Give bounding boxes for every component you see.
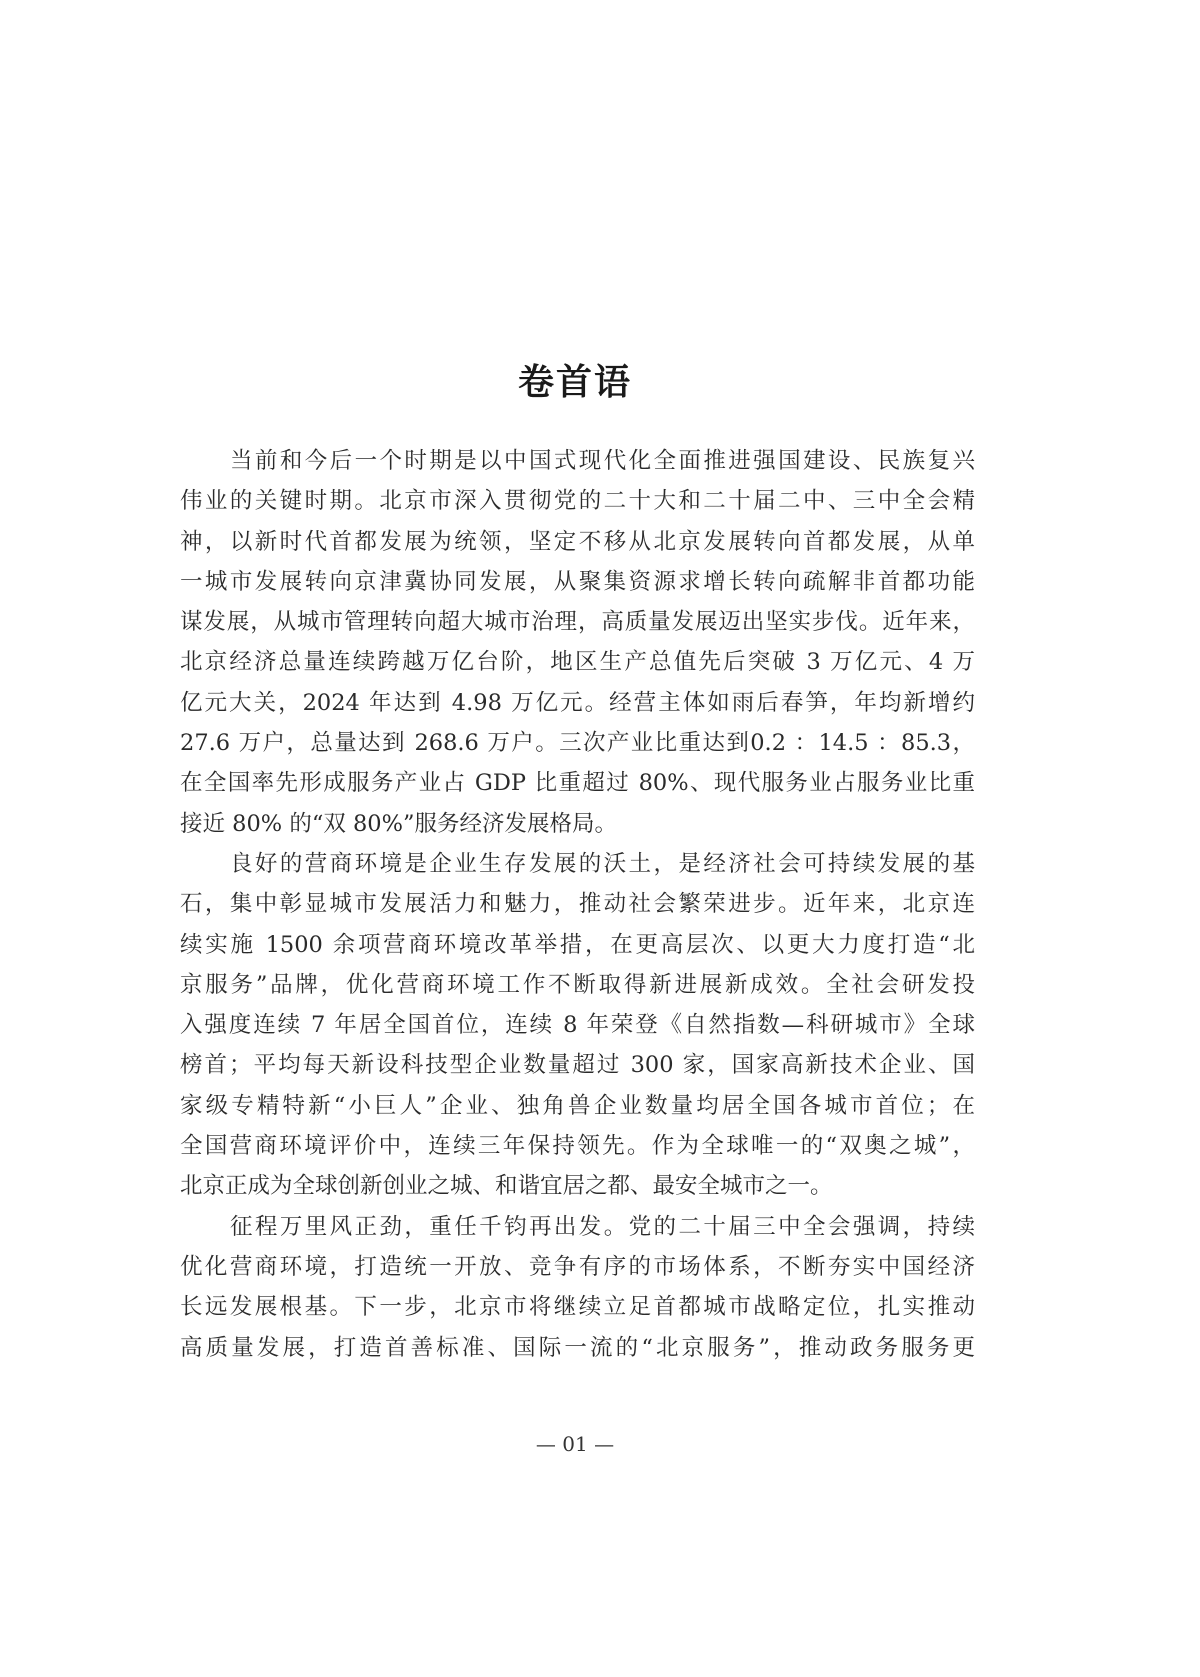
text-line: 全国营商环境评价中，连续三年保持领先。作为全球唯一的“双奥之城”，: [180, 1133, 975, 1160]
text-line: 京服务”品牌，优化营商环境工作不断取得新进展新成效。全社会研发投: [180, 971, 975, 998]
text-line: 征程万里风正劲，重任千钧再出发。党的二十届三中全会强调，持续: [230, 1213, 975, 1240]
text-line: 接近 80% 的“双 80%”服务经济发展格局。: [180, 810, 617, 837]
paragraph: [180, 1207, 975, 1368]
paragraph: [180, 844, 975, 1207]
text-line: 良好的营商环境是企业生存发展的沃土，是经济社会可持续发展的基: [230, 850, 975, 877]
text-line: 高质量发展，打造首善标准、国际一流的“北京服务”，推动政务服务更: [180, 1334, 975, 1361]
text-line: 石，集中彰显城市发展活力和魅力，推动社会繁荣进步。近年来，北京连: [180, 891, 975, 918]
text-line: 北京正成为全球创新创业之城、和谐宜居之都、最安全城市之一。: [180, 1173, 833, 1200]
text-line: 续实施 1500 余项营商环境改革举措，在更高层次、以更大力度打造“北: [180, 931, 975, 958]
text-line: 优化营商环境，打造统一开放、竞争有序的市场体系，不断夯实中国经济: [180, 1253, 975, 1280]
text-line: 一城市发展转向京津冀协同发展，从聚集资源求增长转向疏解非首都功能: [180, 568, 975, 595]
page-title: 卷首语: [517, 361, 632, 404]
text-line: 伟业的关键时期。北京市深入贯彻党的二十大和二十届二中、三中全会精: [180, 488, 975, 515]
text-line: 入强度连续 7 年居全国首位，连续 8 年荣登《自然指数—科研城市》全球: [180, 1012, 975, 1039]
text-line: 神，以新时代首都发展为统领，坚定不移从北京发展转向首都发展，从单: [180, 528, 975, 555]
text-line: 长远发展根基。下一步，北京市将继续立足首都城市战略定位，扎实推动: [180, 1294, 975, 1321]
text-line: 榜首；平均每天新设科技型企业数量超过 300 家，国家高新技术企业、国: [180, 1052, 975, 1079]
paragraph: [180, 441, 975, 844]
text-line: 北京经济总量连续跨越万亿台阶，地区生产总值先后突破 3 万亿元、4 万: [180, 649, 975, 676]
text-line: 家级专精特新“小巨人”企业、独角兽企业数量均居全国各城市首位；在: [180, 1092, 975, 1119]
text-line: 在全国率先形成服务产业占 GDP 比重超过 80%、现代服务业占服务业比重: [180, 770, 975, 797]
text-line: 27.6 万户，总量达到 268.6 万户。三次产业比重达到0.2 ：14.5 ：85.3，: [180, 730, 975, 757]
page-number: — 01 —: [535, 1432, 615, 1456]
body-text: [180, 441, 975, 1368]
text-line: 亿元大关，2024 年达到 4.98 万亿元。经营主体如雨后春笋，年均新增约: [180, 689, 975, 716]
text-line: 谋发展，从城市管理转向超大城市治理，高质量发展迈出坚实步伐。近年来，: [180, 609, 975, 636]
text-line: 当前和今后一个时期是以中国式现代化全面推进强国建设、民族复兴: [230, 448, 975, 474]
